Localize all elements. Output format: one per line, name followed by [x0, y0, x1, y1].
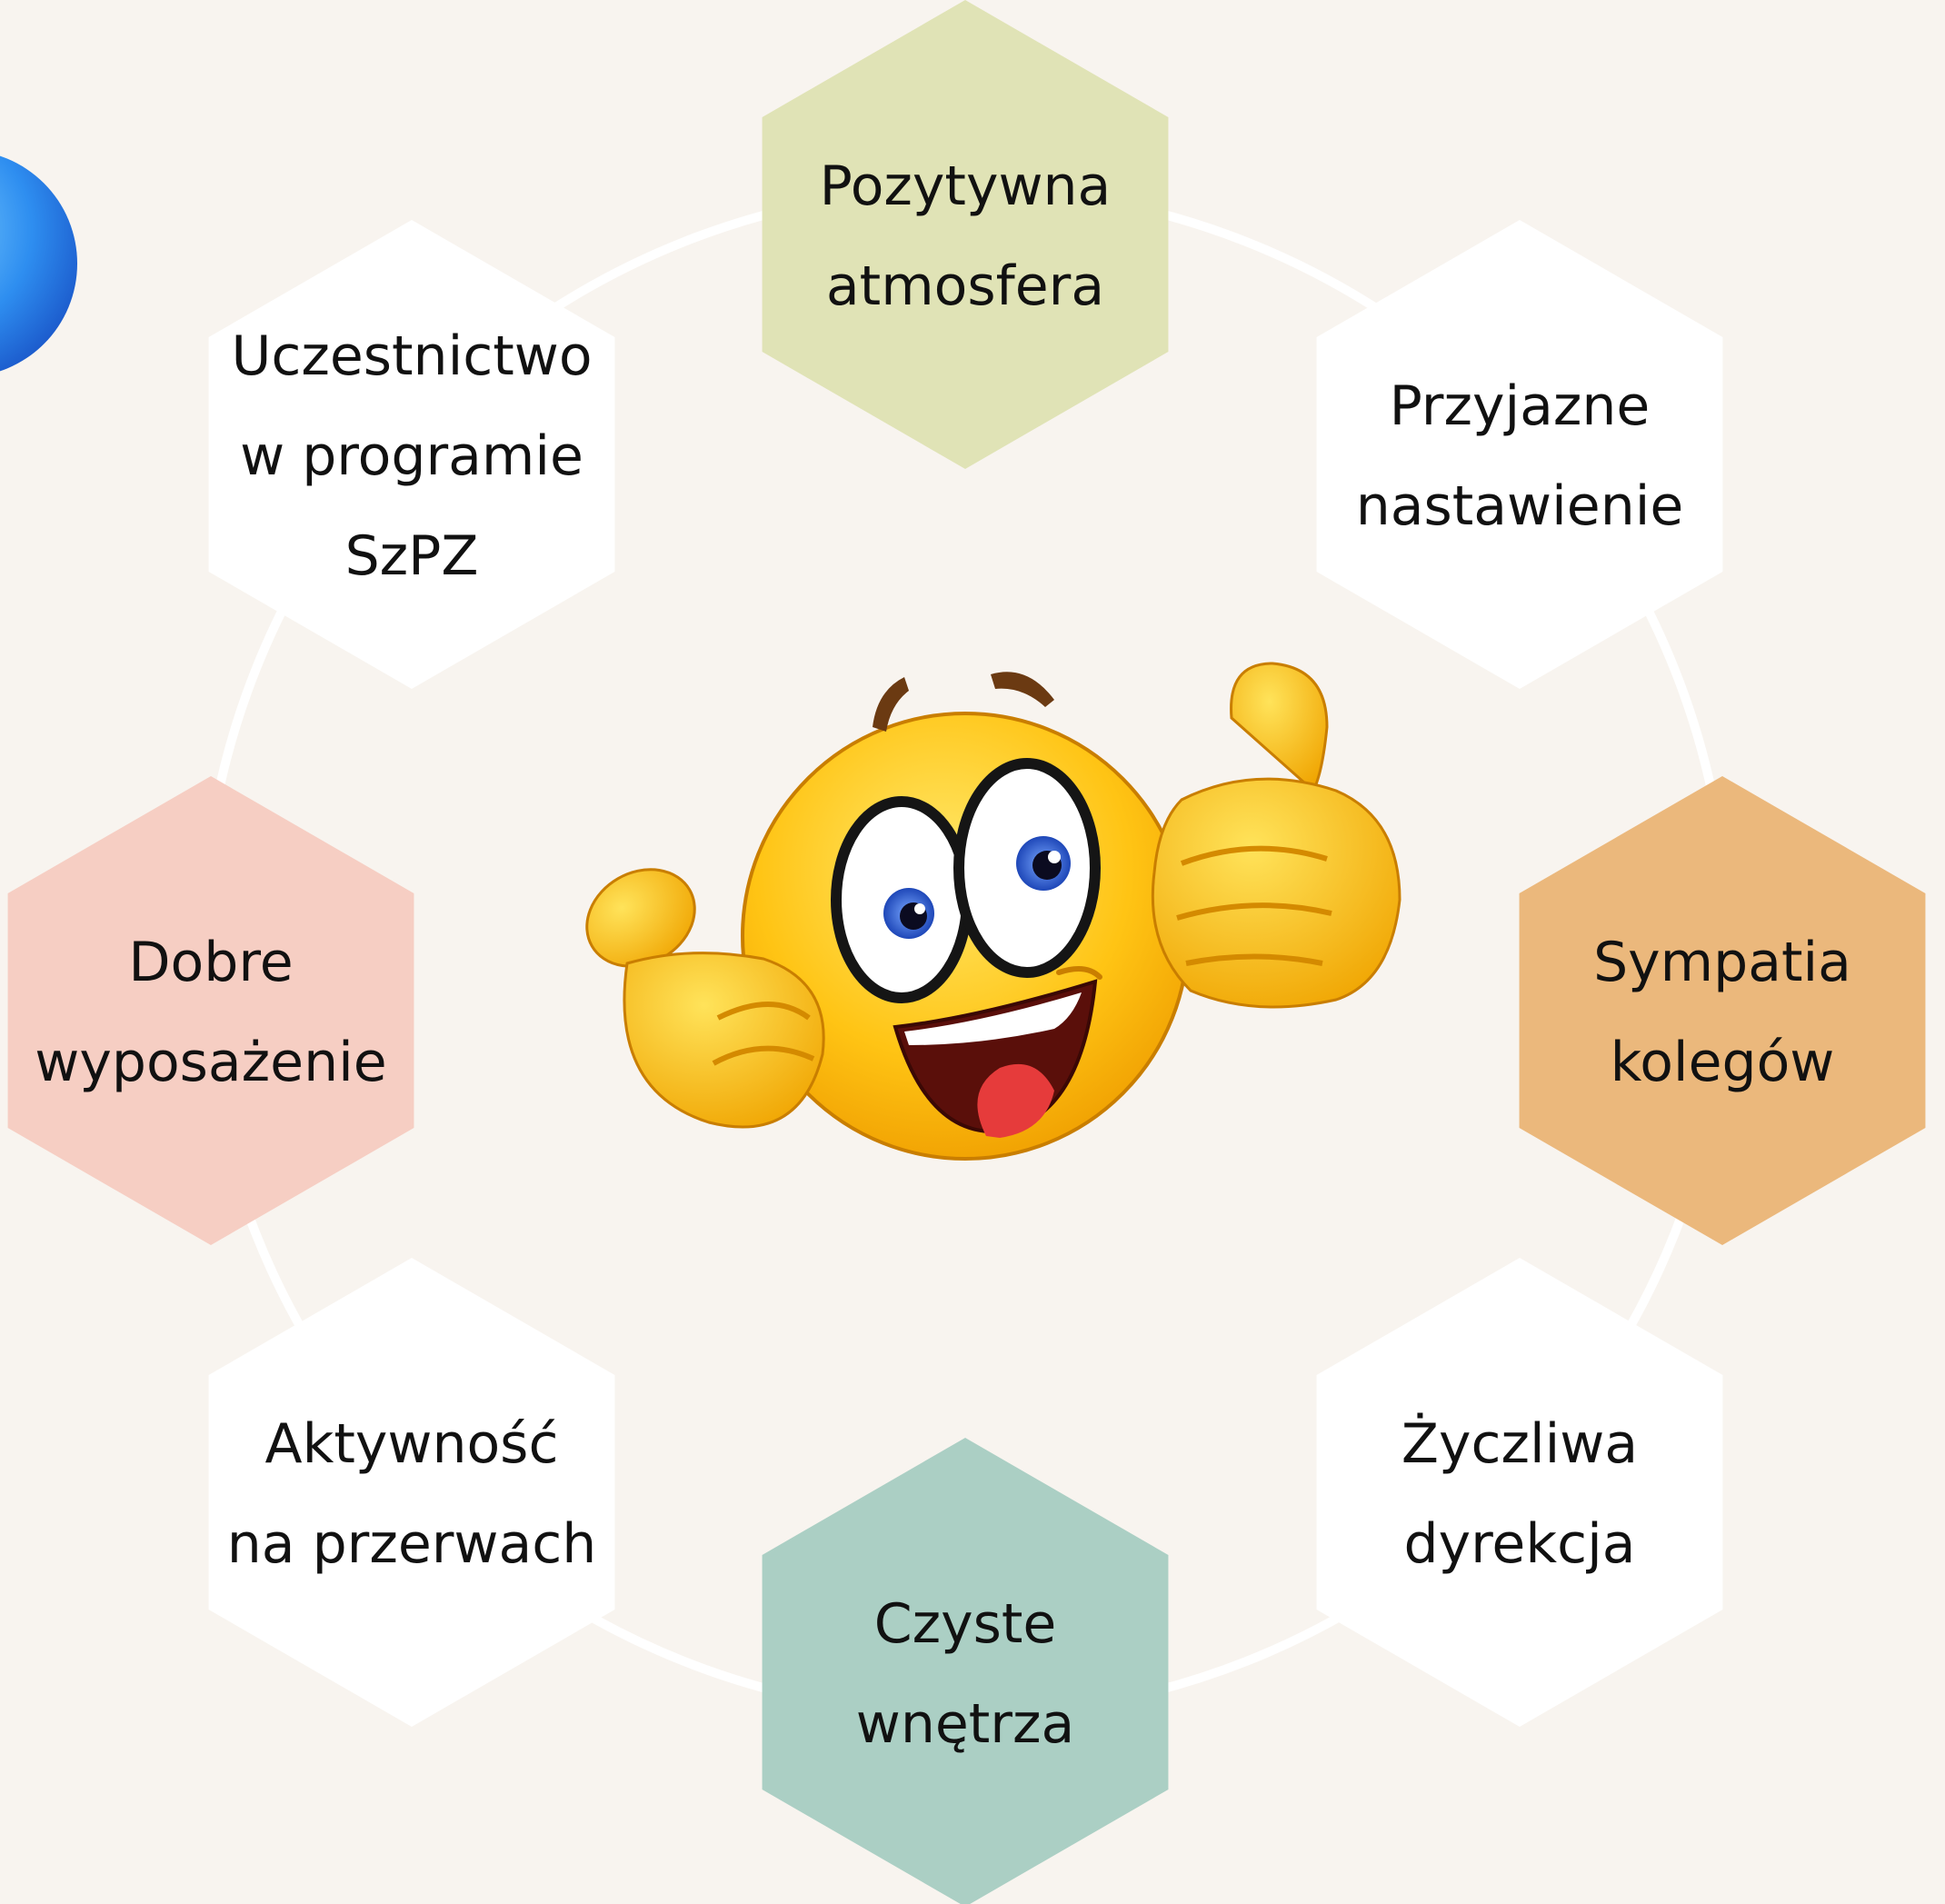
- hexagon-left: [8, 776, 414, 1245]
- hexagon-bottom: [763, 1438, 1169, 1904]
- hexagon-label-line: Aktywność: [264, 1412, 559, 1476]
- hexagon-label-line: nastawienie: [1355, 474, 1684, 538]
- hexagon-label-line: Życzliwa: [1401, 1412, 1639, 1476]
- hexagon-upper-left: [209, 220, 615, 689]
- hexagon-label-line: Uczestnictwo: [231, 324, 593, 388]
- hexagon-label-line: dyrekcja: [1403, 1512, 1636, 1576]
- hexagon-label-line: Pozytywna: [819, 155, 1112, 218]
- hexagon-label-line: na przerwach: [226, 1512, 597, 1576]
- hexagon-right: [1520, 776, 1926, 1245]
- hexagon-label-line: Sympatia: [1593, 931, 1851, 994]
- hexagon-label-line: Czyste: [873, 1592, 1057, 1656]
- hexagon-label-line: Przyjazne: [1389, 374, 1651, 438]
- decorative-blue-circle: [0, 150, 77, 377]
- hexagon-shape: [1317, 1258, 1723, 1727]
- hexagon-label-line: Dobre: [128, 931, 294, 994]
- hexagon-shape: [1520, 776, 1926, 1245]
- hexagon-label-line: kolegów: [1610, 1031, 1835, 1094]
- hexagon-shape: [209, 1258, 615, 1727]
- hexagon-label-line: SzPZ: [344, 524, 479, 588]
- hexagon-label-line: wyposażenie: [35, 1031, 387, 1094]
- hexagon-label-line: wnętrza: [855, 1692, 1075, 1756]
- hexagon-shape: [8, 776, 414, 1245]
- hexagon-top: [763, 0, 1169, 469]
- hexagon-label-line: w programie: [240, 424, 584, 488]
- thumbs-up-smiley-icon: [569, 663, 1400, 1159]
- hexagon-lower-left: [209, 1258, 615, 1727]
- hexagon-shape: [763, 1438, 1169, 1904]
- hexagon-shape: [763, 0, 1169, 469]
- hexagon-lower-right: [1317, 1258, 1723, 1727]
- hexagon-shape: [1317, 220, 1723, 689]
- hexagon-label-line: atmosfera: [825, 254, 1105, 318]
- hexagon-upper-right: [1317, 220, 1723, 689]
